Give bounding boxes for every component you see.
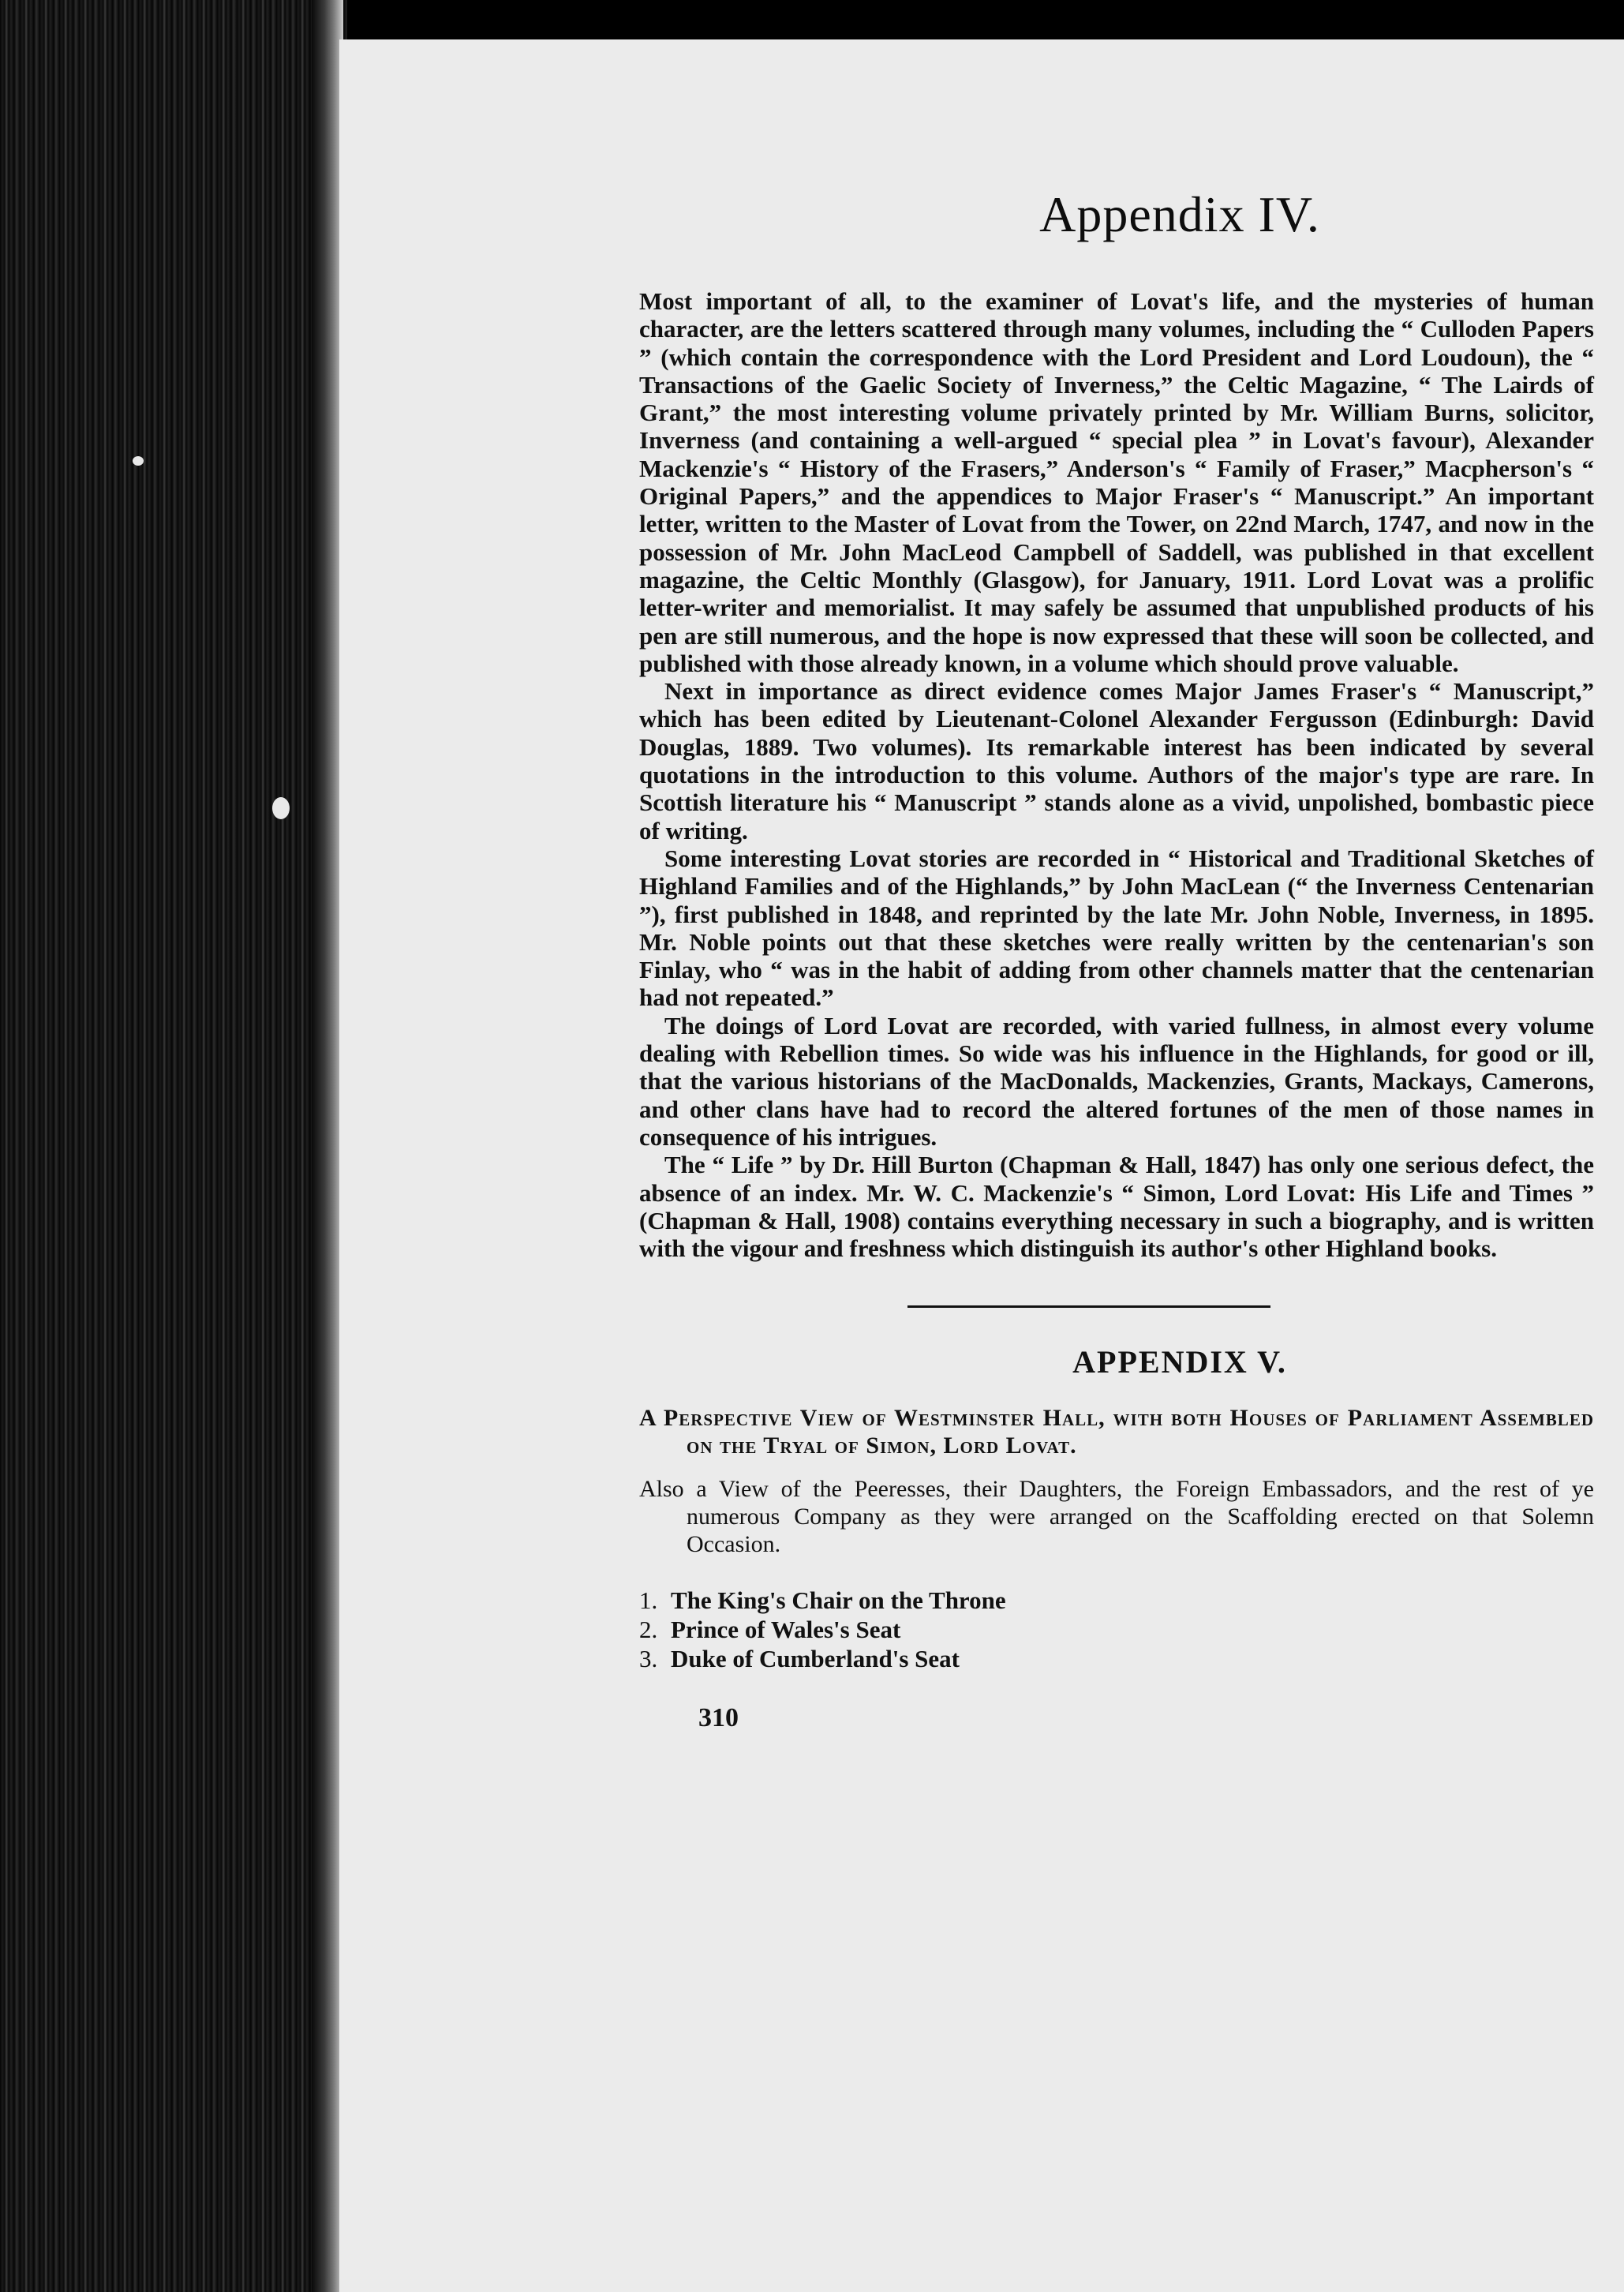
appendix-iv-title: Appendix IV. — [1039, 186, 1320, 242]
list-item — [639, 1586, 1594, 1615]
page-text-block — [639, 185, 1594, 1733]
page-number: 310 — [698, 1703, 739, 1733]
book-page — [339, 39, 1624, 2292]
list-item-text: Duke of Cumberland's Seat — [671, 1645, 960, 1673]
seat-key-list — [639, 1586, 1594, 1673]
list-item-number: 3. — [639, 1645, 658, 1673]
appendix-iv-paragraph-4: The doings of Lord Lovat are recorded, with varied fullness, in almost every volume dealing with Rebellion times. So wide was his influence in the Highlands, for good or ill, that the various historians of the MacDonalds, Mackenzies, Grants, Mackays, Camerons, and other clans have had to record the altered fortunes of the men of those names in consequence of his intrigues. — [639, 1011, 1594, 1151]
appendix-v-heading: A Perspective View of Westminster Hall, with both Houses of Parliament Assembled on the Tryal of Simon, Lord Lovat. — [639, 1405, 1594, 1459]
list-item-text: Prince of Wales's Seat — [671, 1616, 901, 1644]
scan-speck — [272, 797, 290, 819]
list-item — [639, 1644, 1594, 1673]
book-gutter — [312, 0, 343, 2292]
appendix-v-title: APPENDIX V. — [1072, 1344, 1287, 1380]
appendix-iv-paragraph-2: Next in importance as direct evidence comes Major James Fraser's “ Manuscript,” which has been edited by Lieutenant-Colonel Alexander Fergusson (Edinburgh: David Douglas, 1889. Two volumes). Its remarkable interest has been indicated by several quotations in the introduction to this volume. Authors of the major's type are rare. In Scottish literature his “ Manuscript ” stands alone as a vivid, unpolished, bombastic piece of writing. — [639, 677, 1594, 845]
appendix-iv-paragraph-1: Most important of all, to the examiner of Lovat's life, and the mysteries of human character, are the letters scattered through many volumes, including the “ Culloden Papers ” (which contain the correspondence with the Lord President and Lord Loudoun), the “ Transactions of the Gaelic Society of Inverness,” the Celtic Magazine, “ The Lairds of Grant,” the most interesting volume privately printed by Mr. William Burns, solicitor, Inverness (and containing a well-argued “ special plea ” in Lovat's favour), Alexander Mackenzie's “ History of the Frasers,” Anderson's “ Family of Fraser,” Macpherson's “ Original Papers,” and the appendices to Major Fraser's “ Manuscript.” An important letter, written to the Master of Lovat from the Tower, on 22nd March, 1747, and now in the possession of Mr. John MacLeod Campbell of Saddell, was published in that excellent magazine, the Celtic Monthly (Glasgow), for January, 1911. Lord Lovat was a prolific letter-writer and memorialist. It may safely be assumed that unpublished products of his pen are still numerous, and the hope is now expressed that these will soon be collected, and published with those already known, in a volume which should prove valuable. — [639, 287, 1594, 677]
list-item-number: 1. — [639, 1586, 658, 1615]
scan-speck — [133, 456, 144, 466]
list-item-number: 2. — [639, 1616, 658, 1644]
section-divider — [907, 1305, 1270, 1308]
appendix-iv-paragraph-5: The “ Life ” by Dr. Hill Burton (Chapman & Hall, 1847) has only one serious defect, the absence of an index. Mr. W. C. Mackenzie's “ Simon, Lord Lovat: His Life and Times ” (Chapman & Hall, 1908) contains everything necessary in such a biography, and is written with the vigour and freshness which distinguish its author's other Highland books. — [639, 1151, 1594, 1263]
appendix-v-description: Also a View of the Peeresses, their Daughters, the Foreign Embassadors, and the rest of ye numerous Company as they were arranged on the Scaffolding erected on that Solemn Occasion. — [639, 1476, 1594, 1558]
book-page-edges — [0, 0, 347, 2292]
list-item — [639, 1615, 1594, 1644]
appendix-iv-paragraph-3: Some interesting Lovat stories are recorded in “ Historical and Traditional Sketches of Highland Families and of the Highlands,” by John MacLean (“ the Inverness Centenarian ”), first published in 1848, and reprinted by the late Mr. John Noble, Inverness, in 1895. Mr. Noble points out that these sketches were really written by the centenarian's son Finlay, who “ was in the habit of adding from other channels matter that the centenarian had not repeated.” — [639, 844, 1594, 1012]
list-item-text: The King's Chair on the Throne — [671, 1586, 1006, 1615]
